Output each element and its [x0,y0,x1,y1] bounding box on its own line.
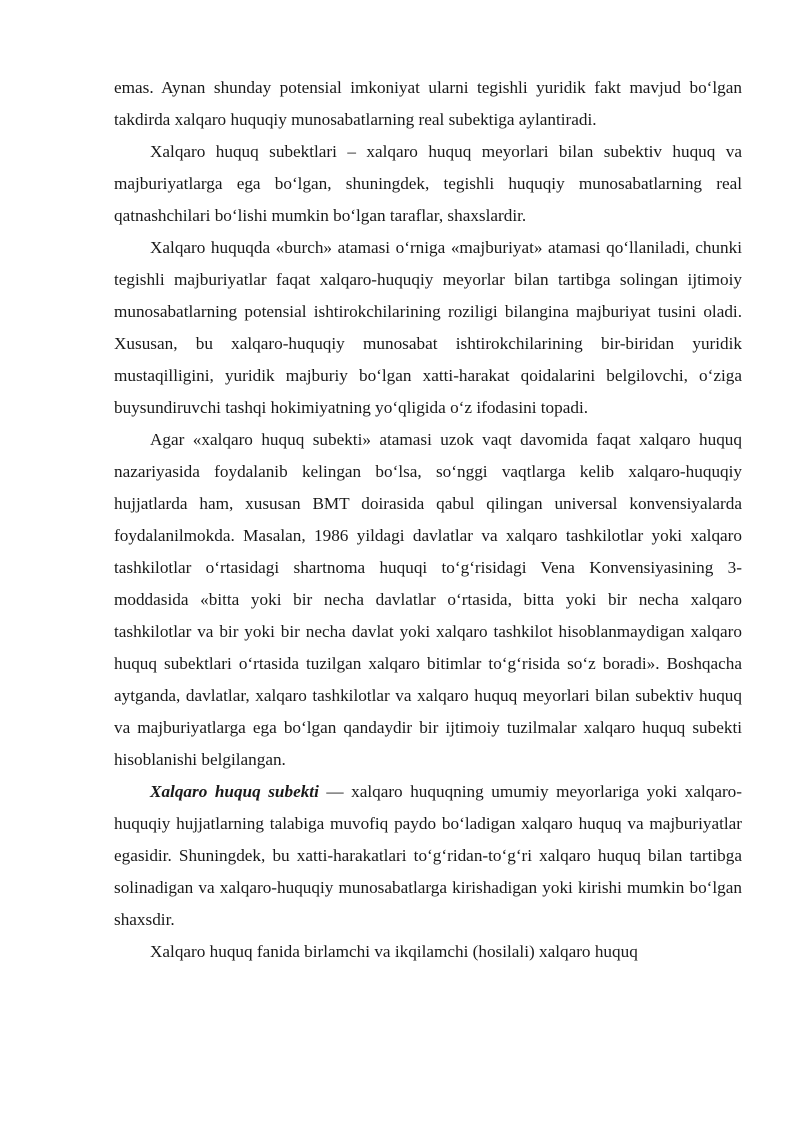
definition-text: — xalqaro huquqning umumiy meyorlariga yoki xalqaro-huquqiy hujjatlarning talabiga muvofiq paydo boʻladigan xalqaro huquq va majburiyatlar egasidir. Shuningdek, bu xatti-harakatlari toʻgʻridan-toʻgʻri xalqaro huquq bilan tartibga solinadigan va xalqaro-huquqiy munosabatlarga kirishadigan yoki kirishi mumkin boʻlgan shaxsdir. [114,782,742,929]
paragraph-6: Xalqaro huquq fanida birlamchi va ikqilamchi (hosilali) xalqaro huquq [150,942,638,961]
defined-term: Xalqaro huquq subekti [150,782,319,801]
document-page [114,72,742,968]
paragraph-1: emas. Aynan shunday potensial imkoniyat ularni tegishli yuridik fakt mavjud boʻlgan takdirda xalqaro huquqiy munosabatlarning real subektiga aylantiradi. [114,78,742,129]
paragraph-5 [114,776,742,936]
paragraph-4: Agar «xalqaro huquq subekti» atamasi uzok vaqt davomida faqat xalqaro huquq nazariyasida foydalanib kelingan boʻlsa, soʻnggi vaqtlarga kelib xalqaro-huquqiy hujjatlarda ham, xususan BMT doirasida qabul qilingan universal konvensiyalarda foydalanilmokda. Masalan, 1986 yildagi davlatlar va xalqaro tashkilotlar yoki xalqaro tashkilotlar oʻrtasidagi shartnoma huquqi toʻgʻrisidagi Vena Konvensiyasining 3-moddasida «bitta yoki bir necha davlatlar oʻrtasida, bitta yoki bir necha xalqaro tashkilotlar va bir yoki bir necha davlat yoki xalqaro tashkilot hisoblanmaydigan xalqaro huquq subektlari oʻrtasida tuzilgan xalqaro bitimlar toʻgʻrisida soʻz boradi». Boshqacha aytganda, davlatlar, xalqaro tashkilotlar va xalqaro huquq meyorlari bilan subektiv huquq va majburiyatlarga ega boʻlgan qandaydir bir ijtimoiy tuzilmalar xalqaro huquq subekti hisoblanishi belgilangan. [114,430,742,769]
paragraph-2: Xalqaro huquq subektlari – xalqaro huquq meyorlari bilan subektiv huquq va majburiyatlarga ega boʻlgan, shuningdek, tegishli huquqiy munosabatlarning real qatnashchilari boʻlishi mumkin boʻlgan taraflar, shaxslardir. [114,142,742,225]
paragraph-3: Xalqaro huquqda «burch» atamasi oʻrniga «majburiyat» atamasi qoʻllaniladi, chunki tegishli majburiyatlar faqat xalqaro-huquqiy meyorlar bilan tartibga solingan ijtimoiy munosabatlarning potensial ishtirokchilarining roziligi bilangina majburiyat tusini oladi. Xususan, bu xalqaro-huquqiy munosabat ishtirokchilarining bir-biridan yuridik mustaqilligini, yuridik majburiy boʻlgan xatti-harakat qoidalarini belgilovchi, oʻziga buysundiruvchi tashqi hokimiyatning yoʻqligida oʻz ifodasini topadi. [114,238,742,417]
